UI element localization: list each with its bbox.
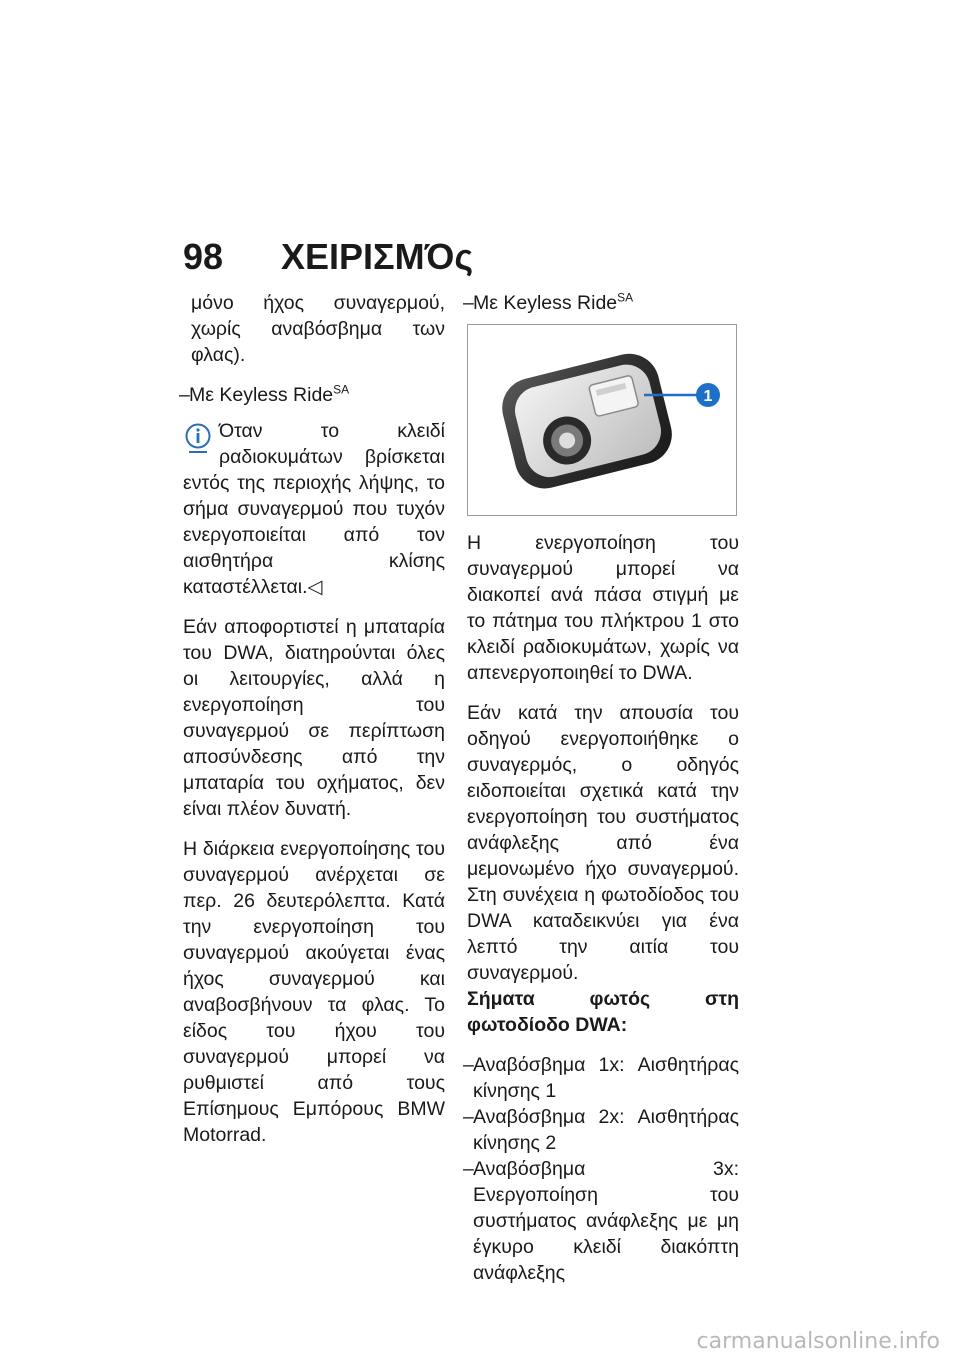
page-header (183, 236, 473, 278)
signals-list (463, 1052, 739, 1286)
signal-text: Αναβόσβημα 1x: Αισθητήρας κίνησης 1 (473, 1054, 739, 1102)
watermark: carmanualsonline.info (696, 1329, 940, 1354)
paragraph-deactivate: Η ενεργοποίηση του συναγερμού μπορεί να διακοπεί ανά πάσα στιγμή με το πάτημα του πλήκτρου 1 στο κλειδί ραδιοκυμάτων, χωρίς να απενεργοποιηθεί το DWA. (467, 532, 739, 684)
key-fob (496, 347, 678, 494)
paragraph-battery: Εάν αποφορτιστεί η μπαταρία του DWA, διατηρούνται όλες οι λειτουργίες, αλλά η ενεργοποίηση του συναγερμού σε περίπτωση αποσύνδεσης από την μπαταρία του οχήματος, δεν είναι πλέον δυνατή. (183, 616, 445, 820)
paragraph-continued: μόνο ήχος συναγερμού, χωρίς αναβόσβημα των φλας). (191, 292, 445, 366)
dash-marker: – (463, 292, 474, 314)
signal-text: Αναβόσβημα 3x: Ενεργοποίηση του συστήματος ανάφλεξης με μη έγκυρο κλειδί διακόπτη ανάφλεξης (473, 1158, 739, 1284)
keyless-ride-label: Με Keyless Ride (473, 292, 618, 314)
dash-marker: – (463, 1158, 474, 1180)
callout-label-1: 1 (703, 388, 713, 405)
keyless-ride-item (463, 290, 739, 316)
list-item (463, 1052, 739, 1104)
paragraph-duration: Η διάρκεια ενεργοποίησης του συναγερμού ανέρχεται σε περ. 26 δευτερόλεπτα. Κατά την ενεργοποίηση του συναγερμού ακούγεται ένας ήχος συναγερμού και αναβοσβήνουν τα φλας. Το είδος του ήχου του συναγερμού μπορεί να ρυθμιστεί από τους Επίσημους Εμπόρους BMW Motorrad. (183, 838, 445, 1146)
radio-key-illustration (468, 325, 736, 515)
key-figure (467, 324, 737, 516)
right-column (463, 290, 739, 1286)
paragraph-absence: Εάν κατά την απουσία του οδηγού ενεργοποιήθηκε ο συναγερμός, ο οδηγός ειδοποιείται σχετικά κατά την ενεργοποίηση του συστήματος ανάφλεξης από ένα μεμονωμένο ήχο συναγερμού. Στη συνέχεια η φωτοδίοδος του DWA καταδεικνύει για ένα λεπτό την αιτία του συναγερμού. (467, 702, 739, 984)
list-item (463, 1156, 739, 1286)
list-item (463, 1104, 739, 1156)
keyless-ride-item (179, 382, 445, 408)
signals-heading: Σήματα φωτός στη φωτοδίοδο DWA: (467, 988, 739, 1036)
note-text: Όταν το κλειδί ραδιοκυμάτων βρίσκεται εντός της περιοχής λήψης, το σήμα συναγερμού που τυχόν ενεργοποιείται από τον αισθητήρα κλίσης καταστέλλεται.◁ (183, 420, 445, 598)
dash-marker: – (463, 1054, 474, 1076)
dash-marker: – (463, 1106, 474, 1128)
page-number: 98 (183, 236, 224, 277)
keyless-ride-label: Με Keyless Ride (189, 384, 334, 406)
info-note (183, 418, 445, 600)
dash-marker: – (179, 384, 190, 406)
info-icon (183, 422, 213, 458)
chapter-title: ΧΕΙΡΙΣΜΌς (281, 236, 474, 277)
signal-text: Αναβόσβημα 2x: Αισθητήρας κίνησης 2 (473, 1106, 739, 1154)
left-column (179, 290, 445, 1162)
sa-superscript: SA (617, 290, 634, 305)
sa-superscript: SA (333, 382, 350, 397)
